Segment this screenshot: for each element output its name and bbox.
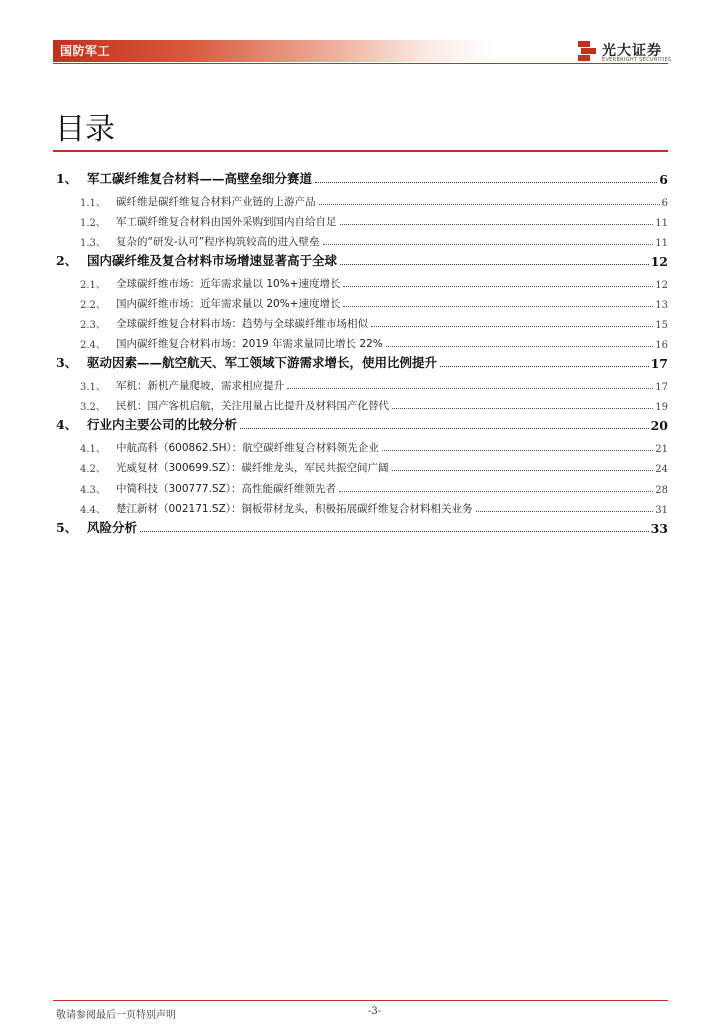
brand-logo: [578, 40, 670, 64]
toc-title: 碳纤维是碳纤维复合材料产业链的上游产品: [116, 196, 316, 208]
toc-page: 20: [650, 418, 668, 433]
toc-leader: [343, 306, 653, 307]
toc-page: 31: [655, 505, 668, 516]
toc-entry[interactable]: [80, 335, 668, 351]
toc-entry[interactable]: [80, 439, 668, 455]
toc-entry[interactable]: [80, 295, 668, 311]
toc-page: 6: [661, 198, 668, 209]
toc-number: 4.1、: [80, 444, 106, 455]
toc-page: 13: [655, 300, 668, 311]
toc-number: 2.4、: [80, 340, 106, 351]
toc-entry[interactable]: [56, 520, 668, 536]
toc-number: 3.2、: [80, 402, 106, 413]
toc-page: 12: [655, 280, 668, 291]
toc-page: 16: [655, 340, 668, 351]
toc-title: 风险分析: [87, 520, 138, 535]
toc-title: 复杂的“研发-认可”程序构筑较高的进入壁垒: [116, 236, 320, 248]
toc-leader: [340, 264, 649, 265]
toc-leader: [315, 182, 657, 183]
toc-entry[interactable]: [80, 480, 668, 496]
toc-number: 4.3、: [80, 485, 106, 496]
toc-leader: [323, 244, 654, 245]
toc-number: 2.2、: [80, 300, 106, 311]
toc-title: 行业内主要公司的比较分析: [87, 417, 238, 432]
toc-page: 33: [650, 521, 668, 536]
toc-title: 楚江新材（002171.SZ）：铜板带材龙头，积极拓展碳纤维复合材料相关业务: [116, 503, 473, 515]
page-number: -3-: [368, 1006, 382, 1017]
toc-title: 军机：新机产量爬坡，需求相应提升: [116, 380, 284, 392]
brand-name-en: EVERBRIGHT SECURITIES: [602, 57, 672, 63]
toc-title: 国内碳纤维复合材料市场：2019 年需求量同比增长 22%: [116, 338, 383, 350]
toc-number: 1.2、: [80, 218, 106, 229]
toc-title: 光威复材（300699.SZ）：碳纤维龙头，军民共振空间广阔: [116, 462, 389, 474]
toc-entry[interactable]: [80, 193, 668, 209]
header-band: [53, 40, 493, 62]
toc-leader: [382, 450, 654, 451]
toc-number: 4.2、: [80, 464, 106, 475]
toc-title: 国内碳纤维市场：近年需求量以 20%+速度增长: [116, 298, 341, 310]
toc-number: 2.1、: [80, 280, 106, 291]
brand-name-cn: 光大证券: [602, 43, 662, 59]
toc-number: 2.3、: [80, 320, 106, 331]
toc-entry[interactable]: [56, 417, 668, 433]
header-divider: [53, 63, 668, 64]
toc-title: 军工碳纤维复合材料——高壁垒细分赛道: [87, 171, 313, 186]
toc-entry[interactable]: [80, 315, 668, 331]
toc-leader: [319, 204, 660, 205]
toc-leader: [343, 286, 653, 287]
toc-entry[interactable]: [80, 397, 668, 413]
toc-leader: [287, 388, 653, 389]
toc-number: 3.1、: [80, 382, 106, 393]
toc-title: 全球碳纤维复合材料市场：趋势与全球碳纤维市场相似: [116, 318, 368, 330]
toc-title: 驱动因素——航空航天、军工领域下游需求增长，使用比例提升: [87, 355, 438, 370]
toc-entry[interactable]: [80, 377, 668, 393]
toc-title: 全球碳纤维市场：近年需求量以 10%+速度增长: [116, 278, 341, 290]
page-title: 目录: [55, 112, 115, 147]
toc-title: 民机：国产客机启航，关注用量占比提升及材料国产化替代: [116, 400, 389, 412]
toc-title: 国内碳纤维及复合材料市场增速显著高于全球: [87, 253, 338, 268]
toc-leader: [392, 408, 653, 409]
toc-title: 中简科技（300777.SZ）：高性能碳纤维领先者: [116, 483, 337, 495]
toc-entry[interactable]: [80, 500, 668, 516]
toc-leader: [340, 224, 654, 225]
toc-entry[interactable]: [80, 233, 668, 249]
toc-page: 15: [655, 320, 668, 331]
brand-mark-icon: [578, 41, 596, 61]
toc-leader: [392, 470, 654, 471]
toc-number: 1.3、: [80, 238, 106, 249]
toc-number: 3、: [56, 355, 78, 370]
toc-page: 11: [655, 238, 668, 249]
toc-page: 12: [650, 254, 668, 269]
toc-entry[interactable]: [56, 171, 668, 187]
toc-title: 中航高科（600862.SH）：航空碳纤维复合材料领先企业: [116, 442, 379, 454]
toc-number: 4、: [56, 417, 78, 432]
toc-entry[interactable]: [56, 253, 668, 269]
toc-leader: [440, 366, 649, 367]
toc-page: 17: [655, 382, 668, 393]
toc-leader: [386, 346, 654, 347]
toc-number: 2、: [56, 253, 78, 268]
toc-leader: [140, 531, 649, 532]
title-divider: [53, 150, 668, 152]
toc-number: 1、: [56, 171, 78, 186]
toc-number: 1.1、: [80, 198, 106, 209]
toc-number: 5、: [56, 520, 78, 535]
category-tag: 国防军工: [60, 44, 111, 58]
toc-page: 11: [655, 218, 668, 229]
toc-page: 19: [655, 402, 668, 413]
toc-title: 军工碳纤维复合材料由国外采购到国内自给自足: [116, 216, 337, 228]
toc-page: 17: [650, 356, 668, 371]
toc-page: 21: [655, 444, 668, 455]
toc-page: 6: [659, 172, 668, 187]
toc-entry[interactable]: [80, 213, 668, 229]
toc-leader: [476, 511, 654, 512]
toc-entry[interactable]: [80, 275, 668, 291]
toc-leader: [371, 326, 653, 327]
toc-number: 4.4、: [80, 505, 106, 516]
toc-entry[interactable]: [80, 459, 668, 475]
toc-page: 24: [655, 464, 668, 475]
toc-leader: [240, 428, 649, 429]
toc-leader: [339, 491, 653, 492]
footer-divider: [53, 1000, 668, 1001]
toc-entry[interactable]: [56, 355, 668, 371]
toc-page: 28: [655, 485, 668, 496]
footer-disclaimer: 敬请参阅最后一页特别声明: [56, 1010, 176, 1021]
